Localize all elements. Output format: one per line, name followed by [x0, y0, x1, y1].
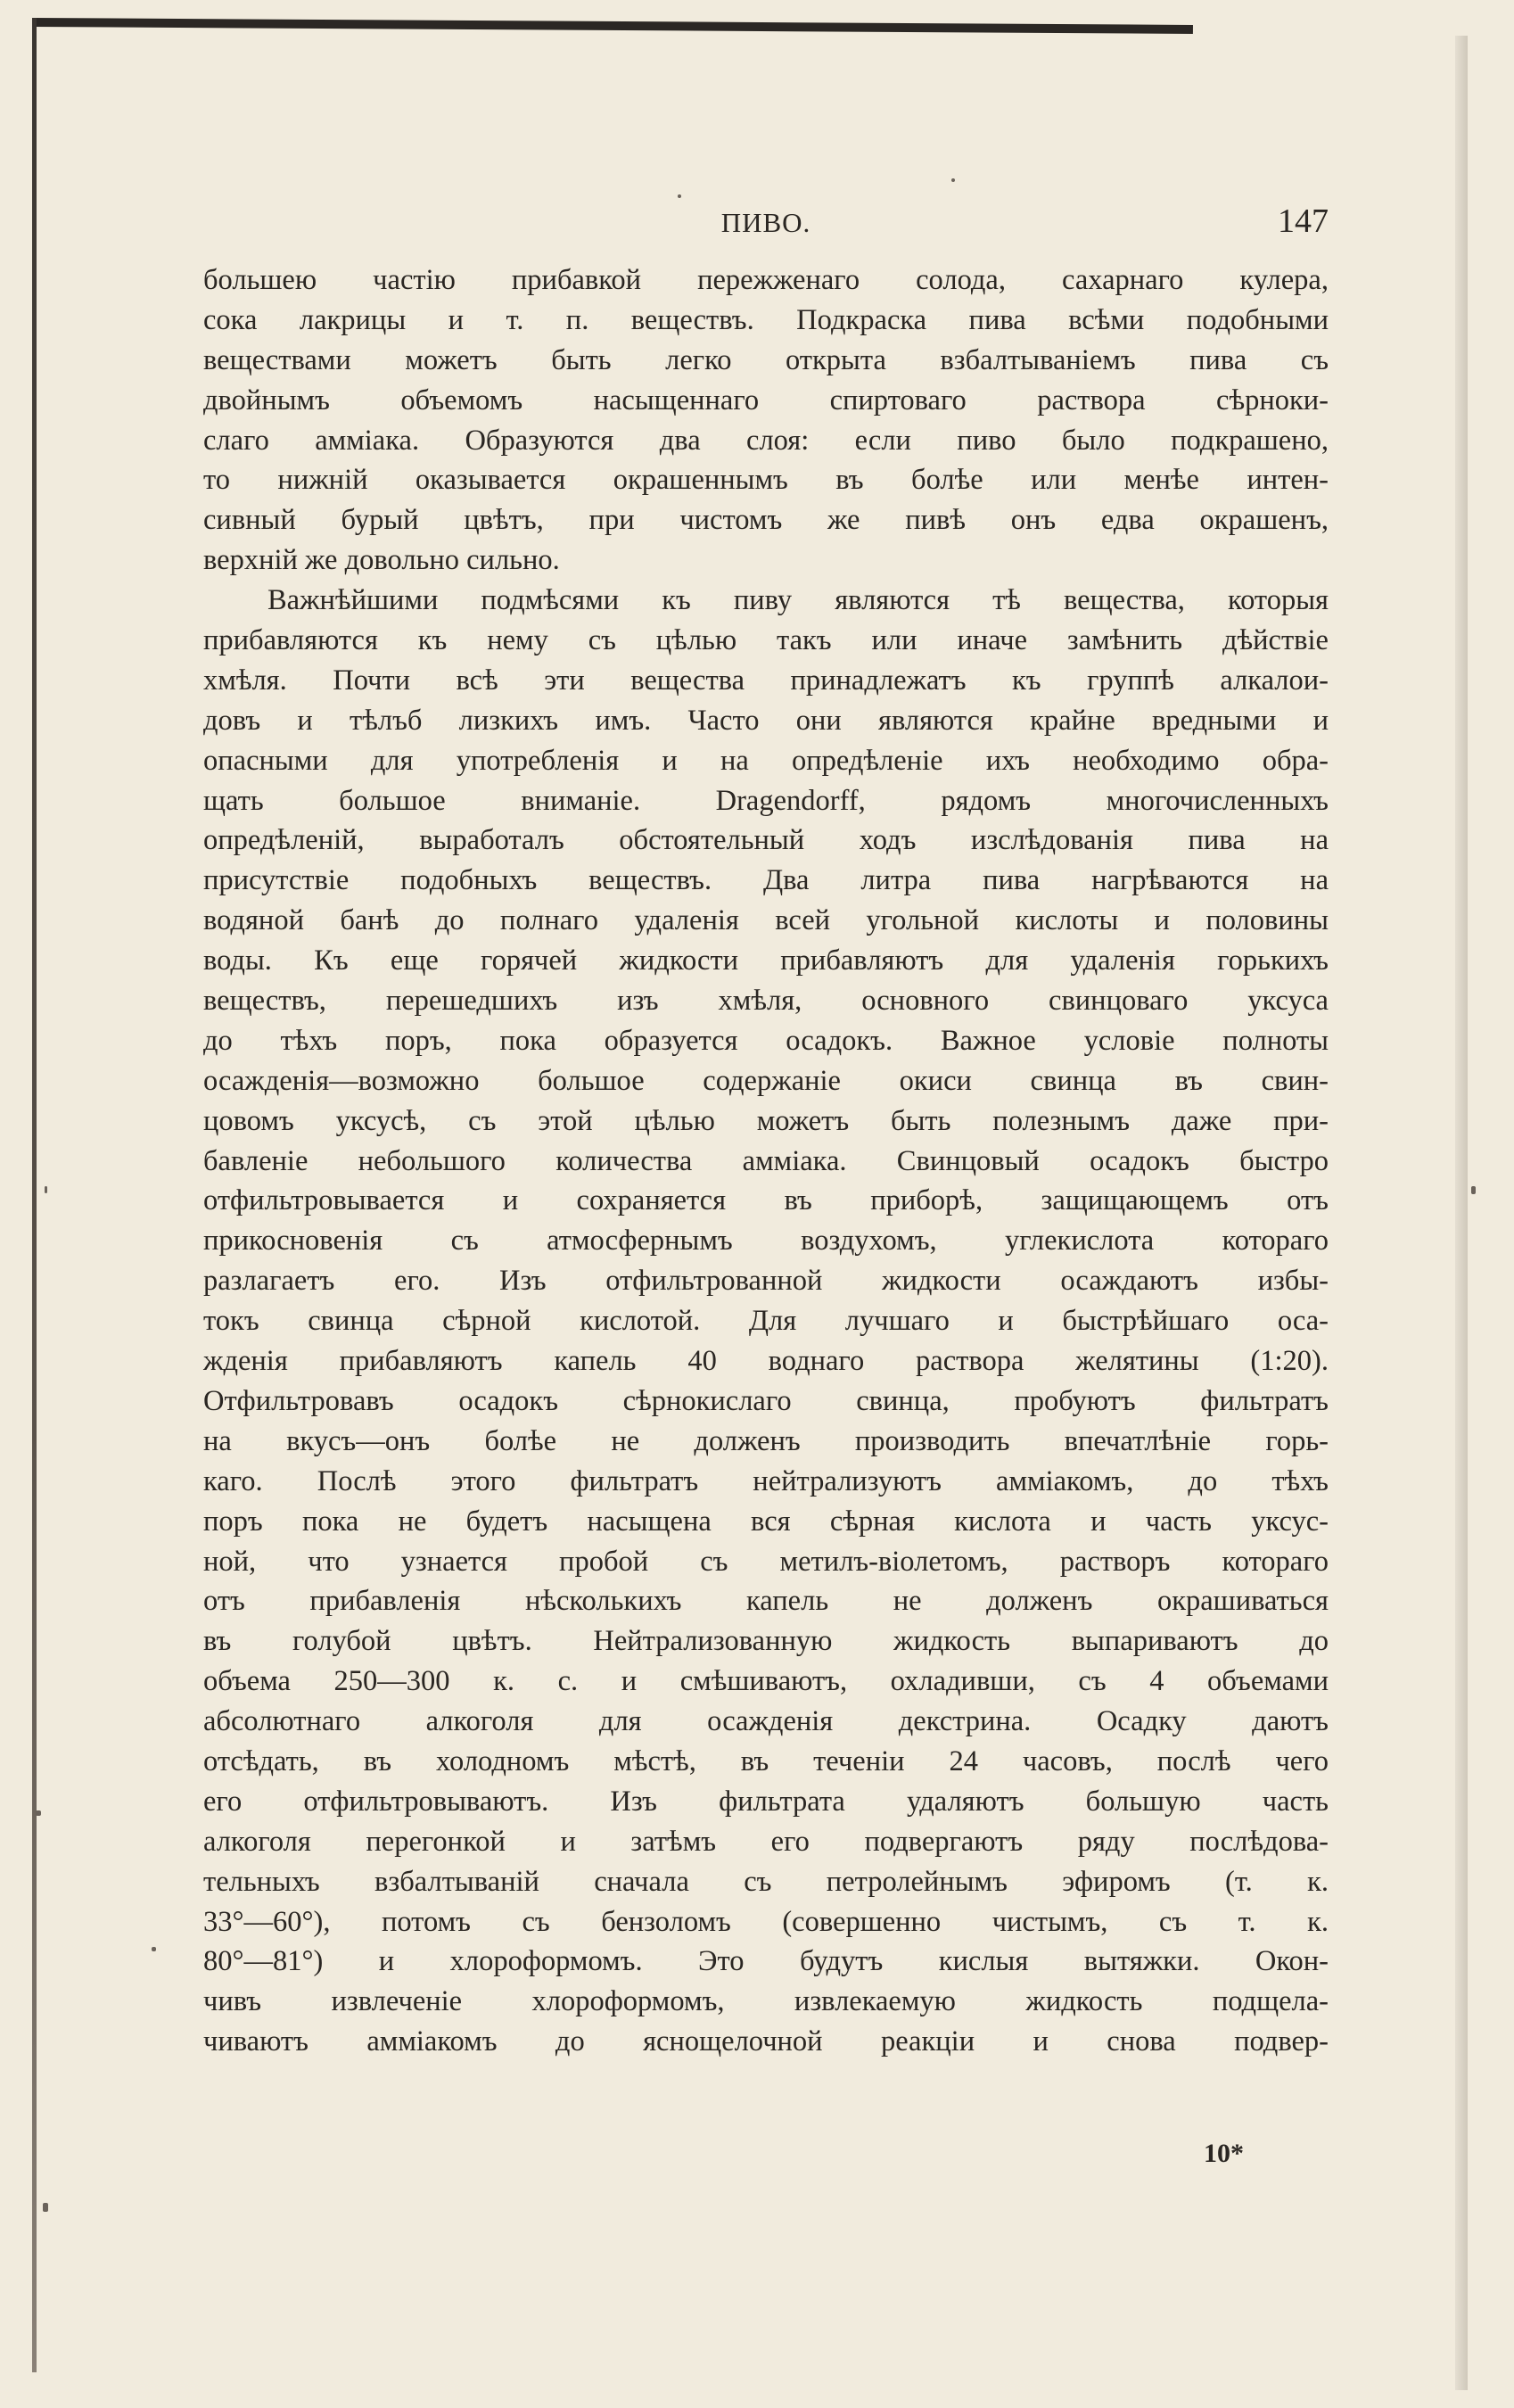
- running-title: ПИВО.: [720, 207, 811, 238]
- signature-mark: 10*: [1204, 2139, 1244, 2168]
- text-line: присутствіе подобныхъ веществъ. Два литра пива нагрѣваются на: [203, 864, 1329, 897]
- text-line: Важнѣйшими подмѣсями къ пиву являются тѣ вещества, которыя: [267, 584, 1329, 617]
- text-line: осажденія—возможно большое содержаніе окиси свинца въ свин-: [203, 1064, 1329, 1097]
- text-line: верхній же довольно сильно.: [203, 544, 560, 577]
- text-line: 80°—81°) и хлороформомъ. Это будутъ кислыя вытяжки. Окон-: [203, 1945, 1329, 1978]
- text-line: тельныхъ взбалтываній сначала съ петролейнымъ эфиромъ (т. к.: [203, 1865, 1329, 1898]
- text-line: поръ пока не будетъ насыщена вся сѣрная кислота и часть уксус-: [203, 1505, 1329, 1538]
- text-line: то нижній оказывается окрашеннымъ въ болѣе или менѣе интен-: [203, 464, 1329, 497]
- text-line: двойнымъ объемомъ насыщеннаго спиртоваго раствора сѣрноки-: [203, 383, 1329, 416]
- text-line: слаго амміака. Образуются два слоя: если пиво было подкрашено,: [203, 424, 1329, 457]
- speck: [45, 1186, 47, 1193]
- text-line: отсѣдать, въ холодномъ мѣстѣ, въ теченіи 24 часовъ, послѣ чего: [203, 1744, 1329, 1777]
- text-line: ной, что узнается пробой съ метилъ-віолетомъ, растворъ котораго: [203, 1545, 1329, 1578]
- speck: [1471, 1186, 1476, 1194]
- text-line: щать большое вниманіе. Dragendorff, рядомъ многочисленныхъ: [203, 784, 1329, 817]
- speck: [152, 1947, 156, 1951]
- text-line: его отфильтровываютъ. Изъ фильтрата удаляютъ большую часть: [203, 1785, 1329, 1818]
- body-text: [203, 260, 1329, 2062]
- text-line: токъ свинца сѣрной кислотой. Для лучшаго и быстрѣйшаго оса-: [203, 1305, 1329, 1338]
- text-line: объема 250—300 к. с. и смѣшиваютъ, охладивши, съ 4 объемами: [203, 1665, 1329, 1698]
- text-line: абсолютнаго алкоголя для осажденія декстрина. Осадку даютъ: [203, 1705, 1329, 1738]
- speck: [36, 1810, 41, 1816]
- text-line: чивъ извлеченіе хлороформомъ, извлекаемую жидкость подщела-: [203, 1985, 1329, 2018]
- text-line: хмѣля. Почти всѣ эти вещества принадлежатъ къ группѣ алкалои-: [203, 664, 1329, 697]
- text-line: водяной банѣ до полнаго удаленія всей угольной кислоты и половины: [203, 904, 1329, 937]
- speck: [678, 194, 681, 198]
- text-line: жденія прибавляютъ капель 40 воднаго раствора желятины (1:20).: [203, 1345, 1329, 1378]
- text-line: алкоголя перегонкой и затѣмъ его подвергаютъ ряду послѣдова-: [203, 1825, 1329, 1858]
- text-line: въ голубой цвѣтъ. Нейтрализованную жидкость выпариваютъ до: [203, 1625, 1329, 1658]
- text-line: бавленіе небольшого количества амміака. Свинцовый осадокъ быстро: [203, 1144, 1329, 1177]
- text-line: большею частію прибавкой пережженаго солода, сахарнаго кулера,: [203, 264, 1329, 296]
- page-top-shadow: [34, 18, 1193, 34]
- text-line: довъ и тѣлъб лизкихъ имъ. Часто они являются крайне вредными и: [203, 704, 1329, 737]
- text-line: опасными для употребленія и на опредѣленіе ихъ необходимо обра-: [203, 744, 1329, 777]
- text-line: на вкусъ—онъ болѣе не долженъ производить впечатлѣніе горь-: [203, 1424, 1329, 1457]
- text-line: прикосновенія съ атмосфернымъ воздухомъ, углекислота котораго: [203, 1225, 1329, 1258]
- text-line: разлагаетъ его. Изъ отфильтрованной жидкости осаждаютъ избы-: [203, 1265, 1329, 1298]
- text-line: чиваютъ амміакомъ до яснощелочной реакціи и снова подвер-: [203, 2025, 1329, 2058]
- text-line: каго. Послѣ этого фильтратъ нейтрализуютъ амміакомъ, до тѣхъ: [203, 1464, 1329, 1497]
- text-line: веществами можетъ быть легко открыта взбалтываніемъ пива съ: [203, 343, 1329, 376]
- text-line: сока лакрицы и т. п. веществъ. Подкраска пива всѣми подобными: [203, 303, 1329, 336]
- page-left-shadow: [32, 18, 37, 2372]
- text-line: воды. Къ еще горячей жидкости прибавляютъ для удаленія горькихъ: [203, 944, 1329, 977]
- page-header: [203, 202, 1329, 248]
- text-line: веществъ, перешедшихъ изъ хмѣля, основного свинцоваго уксуса: [203, 985, 1329, 1018]
- text-line: отфильтровывается и сохраняется въ приборѣ, защищающемъ отъ: [203, 1184, 1329, 1217]
- speck: [951, 178, 955, 182]
- text-line: отъ прибавленія нѣсколькихъ капель не долженъ окрашиваться: [203, 1585, 1329, 1618]
- text-line: 33°—60°), потомъ съ бензоломъ (совершенно чистымъ, съ т. к.: [203, 1905, 1329, 1938]
- text-line: цовомъ уксусѣ, съ этой цѣлью можетъ быть полезнымъ даже при-: [203, 1104, 1329, 1137]
- page-number: 147: [1278, 202, 1329, 240]
- text-line: сивный бурый цвѣтъ, при чистомъ же пивѣ онъ едва окрашенъ,: [203, 504, 1329, 537]
- text-line: опредѣленій, выработалъ обстоятельный ходъ изслѣдованія пива на: [203, 824, 1329, 857]
- text-line: Отфильтровавъ осадокъ сѣрнокислаго свинца, пробуютъ фильтратъ: [203, 1384, 1329, 1417]
- speck: [43, 2203, 48, 2212]
- text-line: прибавляются къ нему съ цѣлью такъ или иначе замѣнить дѣйствіе: [203, 624, 1329, 657]
- page-right-edge: [1455, 36, 1468, 2390]
- text-line: до тѣхъ поръ, пока образуется осадокъ. Важное условіе полноты: [203, 1024, 1329, 1057]
